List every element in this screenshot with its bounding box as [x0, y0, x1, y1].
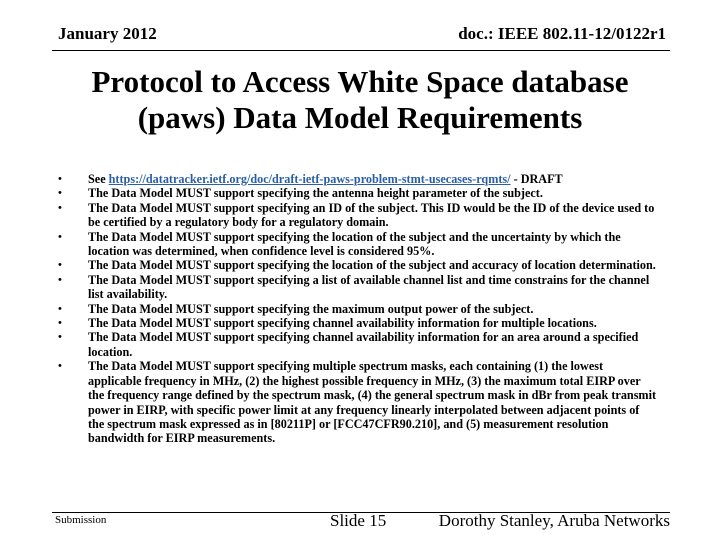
header-divider	[52, 50, 670, 51]
bullet-item	[58, 316, 658, 330]
bullet-dot-icon: •	[58, 187, 62, 200]
bullet-text: The Data Model MUST support specifying channel availability information for an area around a specified location.	[88, 330, 639, 359]
bullet-item	[58, 359, 658, 445]
bullet-dot-icon: •	[58, 360, 62, 373]
slide-number: Slide 15	[330, 511, 387, 530]
slide-title-line-1: Protocol to Access White Space database	[91, 64, 629, 99]
bullet-dot-icon: •	[58, 173, 62, 185]
bullet-dot-icon: •	[58, 259, 62, 272]
bullet-text: The Data Model MUST support specifying the antenna height parameter of the subject.	[88, 186, 543, 201]
draft-link[interactable]: https://datatracker.ietf.org/doc/draft-ietf-paws-problem-stmt-usecases-rqmts/	[108, 172, 511, 186]
bullet-text: The Data Model MUST support specifying an ID of the subject. This ID would be the ID of the device used to be certified by a regulatory body for a regulatory domain.	[88, 200, 655, 230]
header-doc-id: doc.: IEEE 802.11-12/0122r1	[458, 24, 666, 43]
footer-submission: Submission	[55, 514, 107, 526]
footer-author: Dorothy Stanley, Aruba Networks	[438, 511, 670, 530]
bullet-text: The Data Model MUST support specifying the location of the subject and accuracy of location determination.	[88, 258, 656, 273]
bullet-dot-icon: •	[58, 302, 62, 315]
bullet-item	[58, 302, 658, 316]
bullet-text: See	[88, 172, 109, 186]
bullet-dot-icon: •	[58, 317, 62, 330]
bullet-item	[58, 258, 658, 272]
bullet-dot-icon: •	[58, 230, 62, 243]
bullet-text-suffix: - DRAFT	[510, 172, 563, 186]
bullet-dot-icon: •	[58, 273, 62, 286]
bullet-list	[58, 172, 658, 446]
bullet-dot-icon: •	[58, 201, 62, 214]
bullet-dot-icon: •	[58, 331, 62, 344]
bullet-text: The Data Model MUST support specifying multiple spectrum masks, each containing (1) the lowest applicable frequency in MHz, (2) the highest possible frequency in MHz, (3) the maximum total EIRP over the frequency range defined by the spectrum mask, (4) the general spectrum mask in dBr from peak transmit power in EIRP, with specific power limit at any frequency linearly interpolated between adjacent points of the spectrum mask expressed as in [80211P] or [FCC47CFR90.210], and (5) measurement resolution bandwidth for EIRP measurements.	[88, 359, 657, 446]
bullet-item	[58, 172, 658, 186]
bullet-item	[58, 201, 658, 230]
bullet-text: The Data Model MUST support specifying channel availability information for multiple locations.	[88, 316, 597, 331]
slide-title	[60, 64, 660, 135]
header-date: January 2012	[58, 24, 157, 43]
bullet-text: The Data Model MUST support specifying a list of available channel list and time constrains for the channel list availability.	[88, 272, 650, 302]
bullet-item	[58, 330, 658, 359]
bullet-item	[58, 273, 658, 302]
slide-title-line-2: (paws) Data Model Requirements	[137, 99, 583, 135]
bullet-item	[58, 230, 658, 259]
bullet-text: The Data Model MUST support specifying the maximum output power of the subject.	[88, 301, 534, 316]
bullet-text: The Data Model MUST support specifying the location of the subject and the uncertainty by which the location was determined, when confidence level is considered 95%.	[88, 229, 621, 259]
bullet-item	[58, 186, 658, 200]
